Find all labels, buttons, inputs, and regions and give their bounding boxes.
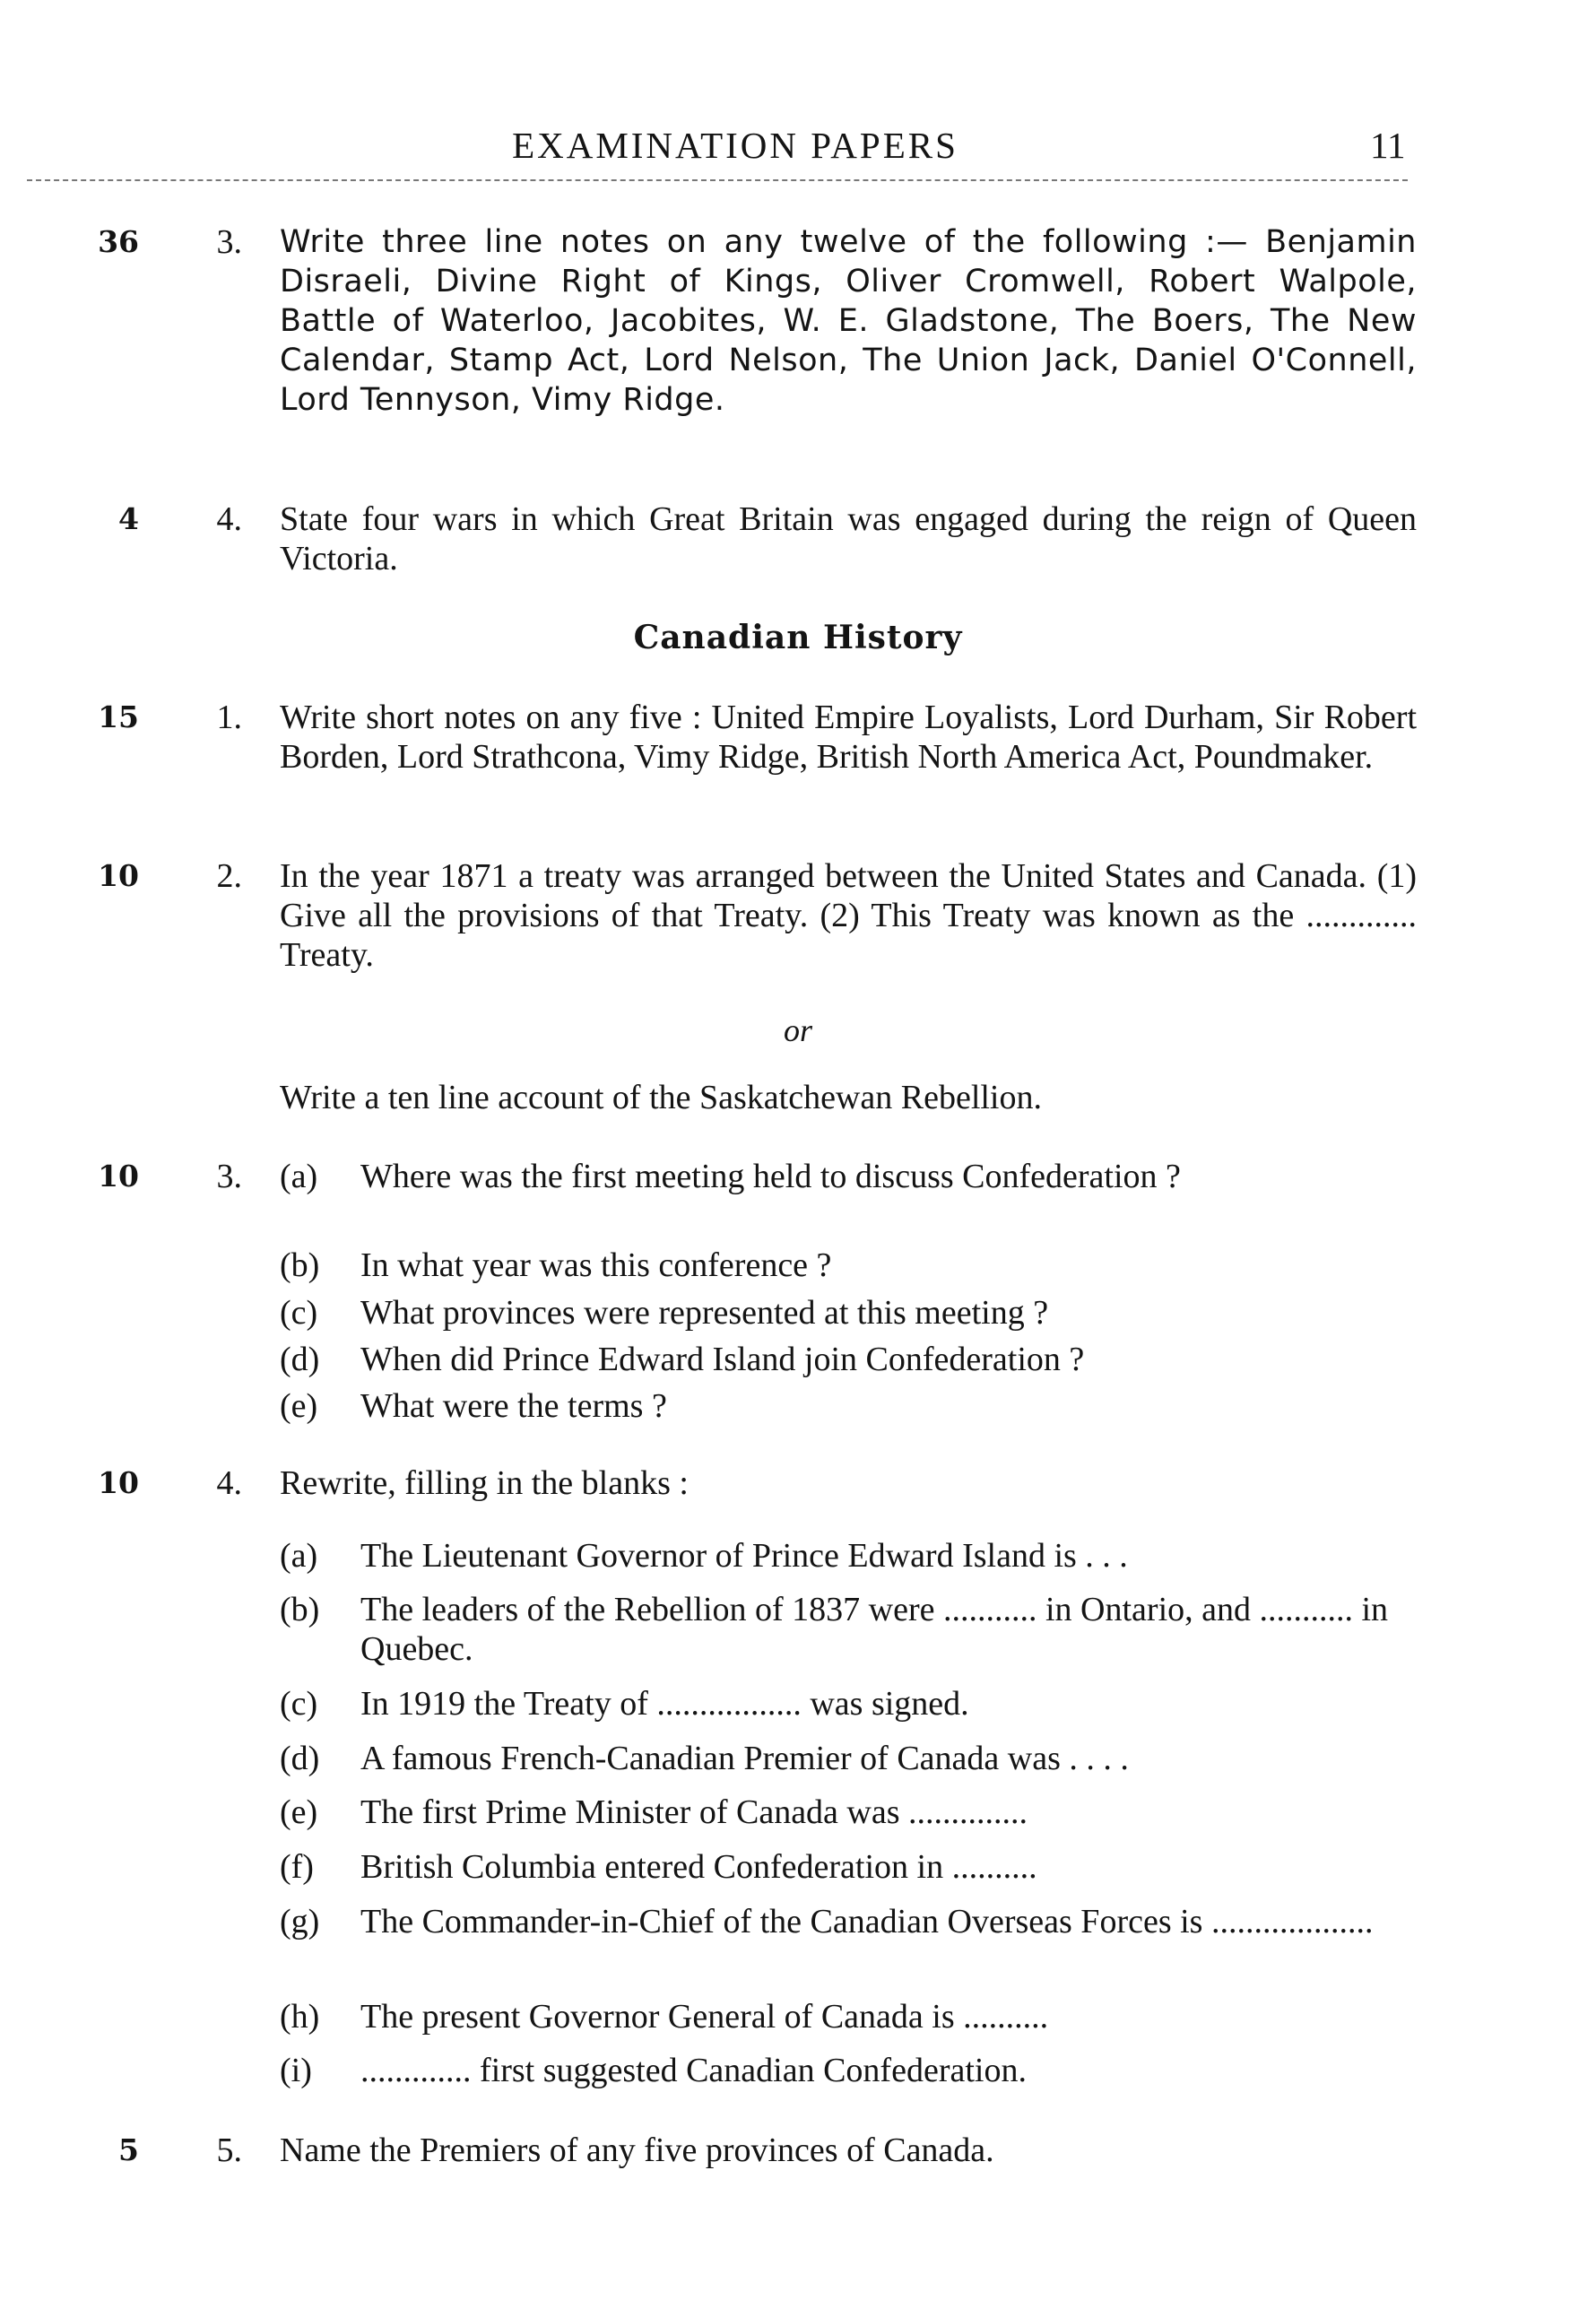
- sub-question-label: (a): [280, 1158, 318, 1195]
- question-text: Write a ten line account of the Saskatchewan Rebellion.: [280, 1079, 1042, 1116]
- sub-question-text: What provinces were represented at this meeting ?: [360, 1294, 1049, 1332]
- question-intro: Rewrite, filling in the blanks :: [280, 1464, 689, 1502]
- sub-question-label: (g): [280, 1903, 320, 1940]
- sub-question-label: (e): [280, 1387, 318, 1425]
- sub-question-label: (d): [280, 1341, 320, 1378]
- question-number: 2.: [216, 857, 242, 895]
- marks-value: 15: [98, 699, 139, 734]
- section-heading: Canadian History: [633, 619, 963, 656]
- sub-question-text: The Lieutenant Governor of Prince Edward Island is . . .: [360, 1537, 1128, 1575]
- marks-value: 10: [98, 858, 139, 893]
- sub-question-label: (a): [280, 1537, 318, 1575]
- sub-question-label: (c): [280, 1685, 318, 1723]
- sub-question-label: (h): [280, 1998, 320, 2036]
- sub-question-label: (c): [280, 1294, 318, 1332]
- sub-question-text: In what year was this conference ?: [360, 1246, 832, 1284]
- marks-value: 5: [118, 2132, 139, 2167]
- page-number: 11: [1370, 125, 1406, 166]
- sub-question-text: The leaders of the Rebellion of 1837 were ........... in Ontario, and ........... in Quebec.: [360, 1591, 1389, 1668]
- sub-question-text: The first Prime Minister of Canada was ..............: [360, 1793, 1028, 1831]
- marks-value: 36: [98, 224, 139, 259]
- page-header: [0, 124, 1596, 174]
- question-text: In the year 1871 a treaty was arranged between the United States and Canada. (1) Give all the provisions of that Treaty. (2) This Treaty was known as the ............. Treaty.: [280, 857, 1417, 974]
- question-number: 4.: [216, 500, 242, 538]
- marks-value: 10: [98, 1159, 139, 1194]
- question-number: 3.: [216, 223, 242, 261]
- sub-question-text: British Columbia entered Confederation in ..........: [360, 1848, 1037, 1886]
- sub-question-label: (b): [280, 1591, 320, 1628]
- question-text: Write short notes on any five : United Empire Loyalists, Lord Durham, Sir Robert Borden, Lord Strathcona, Vimy Ridge, British North America Act, Poundmaker.: [280, 699, 1417, 776]
- sub-question-text: What were the terms ?: [360, 1387, 667, 1425]
- question-number: 1.: [216, 699, 242, 736]
- sub-question-text: The present Governor General of Canada is ..........: [360, 1998, 1049, 2036]
- question-number: 3.: [216, 1158, 242, 1195]
- question-text: State four wars in which Great Britain was engaged during the reign of Queen Victoria.: [280, 500, 1417, 577]
- sub-question-label: (e): [280, 1793, 318, 1831]
- sub-question-text: The Commander-in-Chief of the Canadian Overseas Forces is ...................: [360, 1903, 1374, 1940]
- question-number: 4.: [216, 1464, 242, 1502]
- sub-question-text: A famous French-Canadian Premier of Canada was . . . .: [360, 1740, 1129, 1777]
- header-rule: [27, 179, 1408, 181]
- running-head: EXAMINATION PAPERS: [512, 125, 958, 166]
- question-text: Write three line notes on any twelve of the following :— Benjamin Disraeli, Divine Right of Kings, Oliver Cromwell, Robert Walpole, Battle of Waterloo, Jacobites, W. E. Gladstone, The Boers, The New Calendar, Stamp Act, Lord Nelson, The Union Jack, Daniel O'Connell, Lord Tennyson, Vimy Ridge.: [280, 224, 1417, 418]
- sub-question-text: In 1919 the Treaty of ................. was signed.: [360, 1685, 969, 1723]
- question-number: 5.: [216, 2131, 242, 2169]
- sub-question-text: ............. first suggested Canadian Confederation.: [360, 2052, 1027, 2089]
- sub-question-label: (b): [280, 1246, 320, 1284]
- sub-question-label: (f): [280, 1848, 314, 1886]
- marks-value: 10: [98, 1465, 139, 1500]
- or-separator: or: [783, 1012, 812, 1048]
- marks-value: 4: [118, 501, 139, 536]
- sub-question-label: (d): [280, 1740, 320, 1777]
- question-text: Name the Premiers of any five provinces of Canada.: [280, 2131, 994, 2169]
- sub-question-text: When did Prince Edward Island join Confederation ?: [360, 1341, 1085, 1378]
- sub-question-label: (i): [280, 2052, 312, 2089]
- sub-question-text: Where was the first meeting held to discuss Confederation ?: [360, 1158, 1181, 1195]
